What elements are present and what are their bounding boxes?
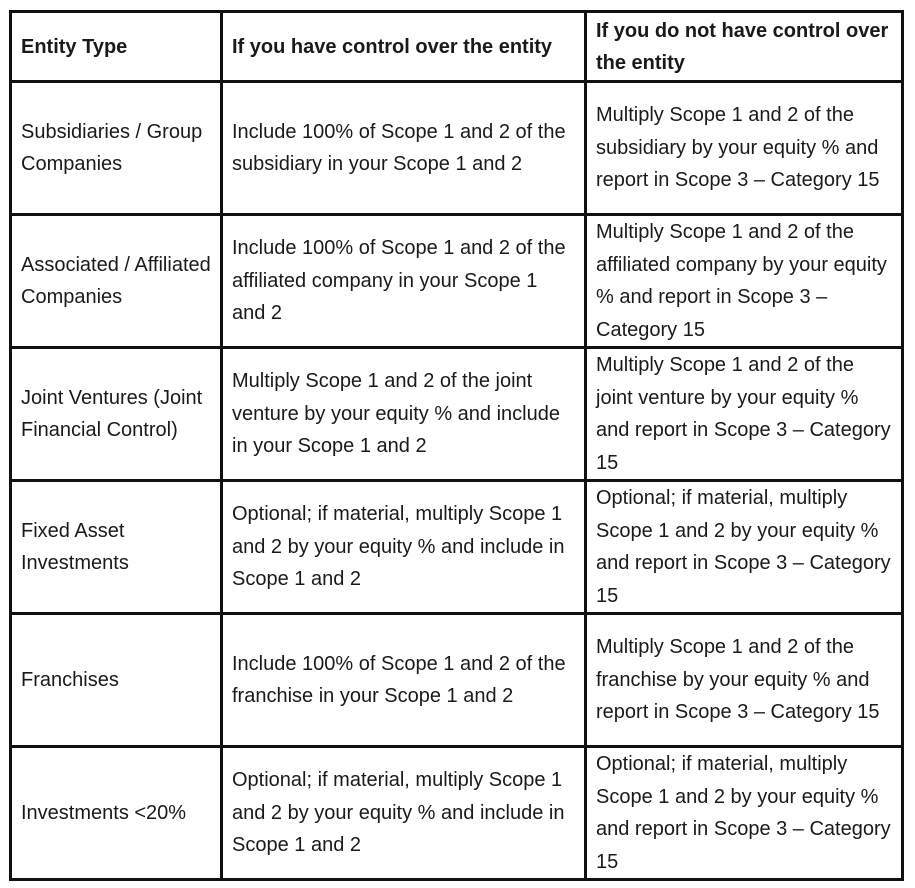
table-row [11, 747, 903, 880]
table-row [11, 82, 903, 215]
header-without-control: If you do not have control over the entity [586, 12, 903, 82]
cell-entity-type: Franchises [11, 614, 222, 747]
cell-with-control: Include 100% of Scope 1 and 2 of the subsidiary in your Scope 1 and 2 [222, 82, 586, 215]
cell-with-control: Include 100% of Scope 1 and 2 of the franchise in your Scope 1 and 2 [222, 614, 586, 747]
cell-without-control: Multiply Scope 1 and 2 of the franchise by your equity % and report in Scope 3 – Category 15 [586, 614, 903, 747]
cell-without-control: Optional; if material, multiply Scope 1 and 2 by your equity % and report in Scope 3 – Category 15 [586, 481, 903, 614]
cell-entity-type: Associated / Affiliated Companies [11, 215, 222, 348]
entity-consolidation-table [9, 10, 904, 881]
cell-with-control: Optional; if material, multiply Scope 1 and 2 by your equity % and include in Scope 1 and 2 [222, 747, 586, 880]
header-with-control: If you have control over the entity [222, 12, 586, 82]
cell-without-control: Multiply Scope 1 and 2 of the affiliated company by your equity % and report in Scope 3 – Category 15 [586, 215, 903, 348]
table-row [11, 348, 903, 481]
table-header-row [11, 12, 903, 82]
table-row [11, 481, 903, 614]
cell-entity-type: Investments <20% [11, 747, 222, 880]
table-row [11, 215, 903, 348]
cell-entity-type: Fixed Asset Investments [11, 481, 222, 614]
cell-without-control: Optional; if material, multiply Scope 1 and 2 by your equity % and report in Scope 3 – Category 15 [586, 747, 903, 880]
cell-with-control: Include 100% of Scope 1 and 2 of the affiliated company in your Scope 1 and 2 [222, 215, 586, 348]
cell-without-control: Multiply Scope 1 and 2 of the subsidiary by your equity % and report in Scope 3 – Category 15 [586, 82, 903, 215]
header-entity-type: Entity Type [11, 12, 222, 82]
cell-entity-type: Subsidiaries / Group Companies [11, 82, 222, 215]
table-row [11, 614, 903, 747]
cell-entity-type: Joint Ventures (Joint Financial Control) [11, 348, 222, 481]
cell-with-control: Optional; if material, multiply Scope 1 and 2 by your equity % and include in Scope 1 and 2 [222, 481, 586, 614]
cell-with-control: Multiply Scope 1 and 2 of the joint venture by your equity % and include in your Scope 1 and 2 [222, 348, 586, 481]
cell-without-control: Multiply Scope 1 and 2 of the joint venture by your equity % and report in Scope 3 – Category 15 [586, 348, 903, 481]
